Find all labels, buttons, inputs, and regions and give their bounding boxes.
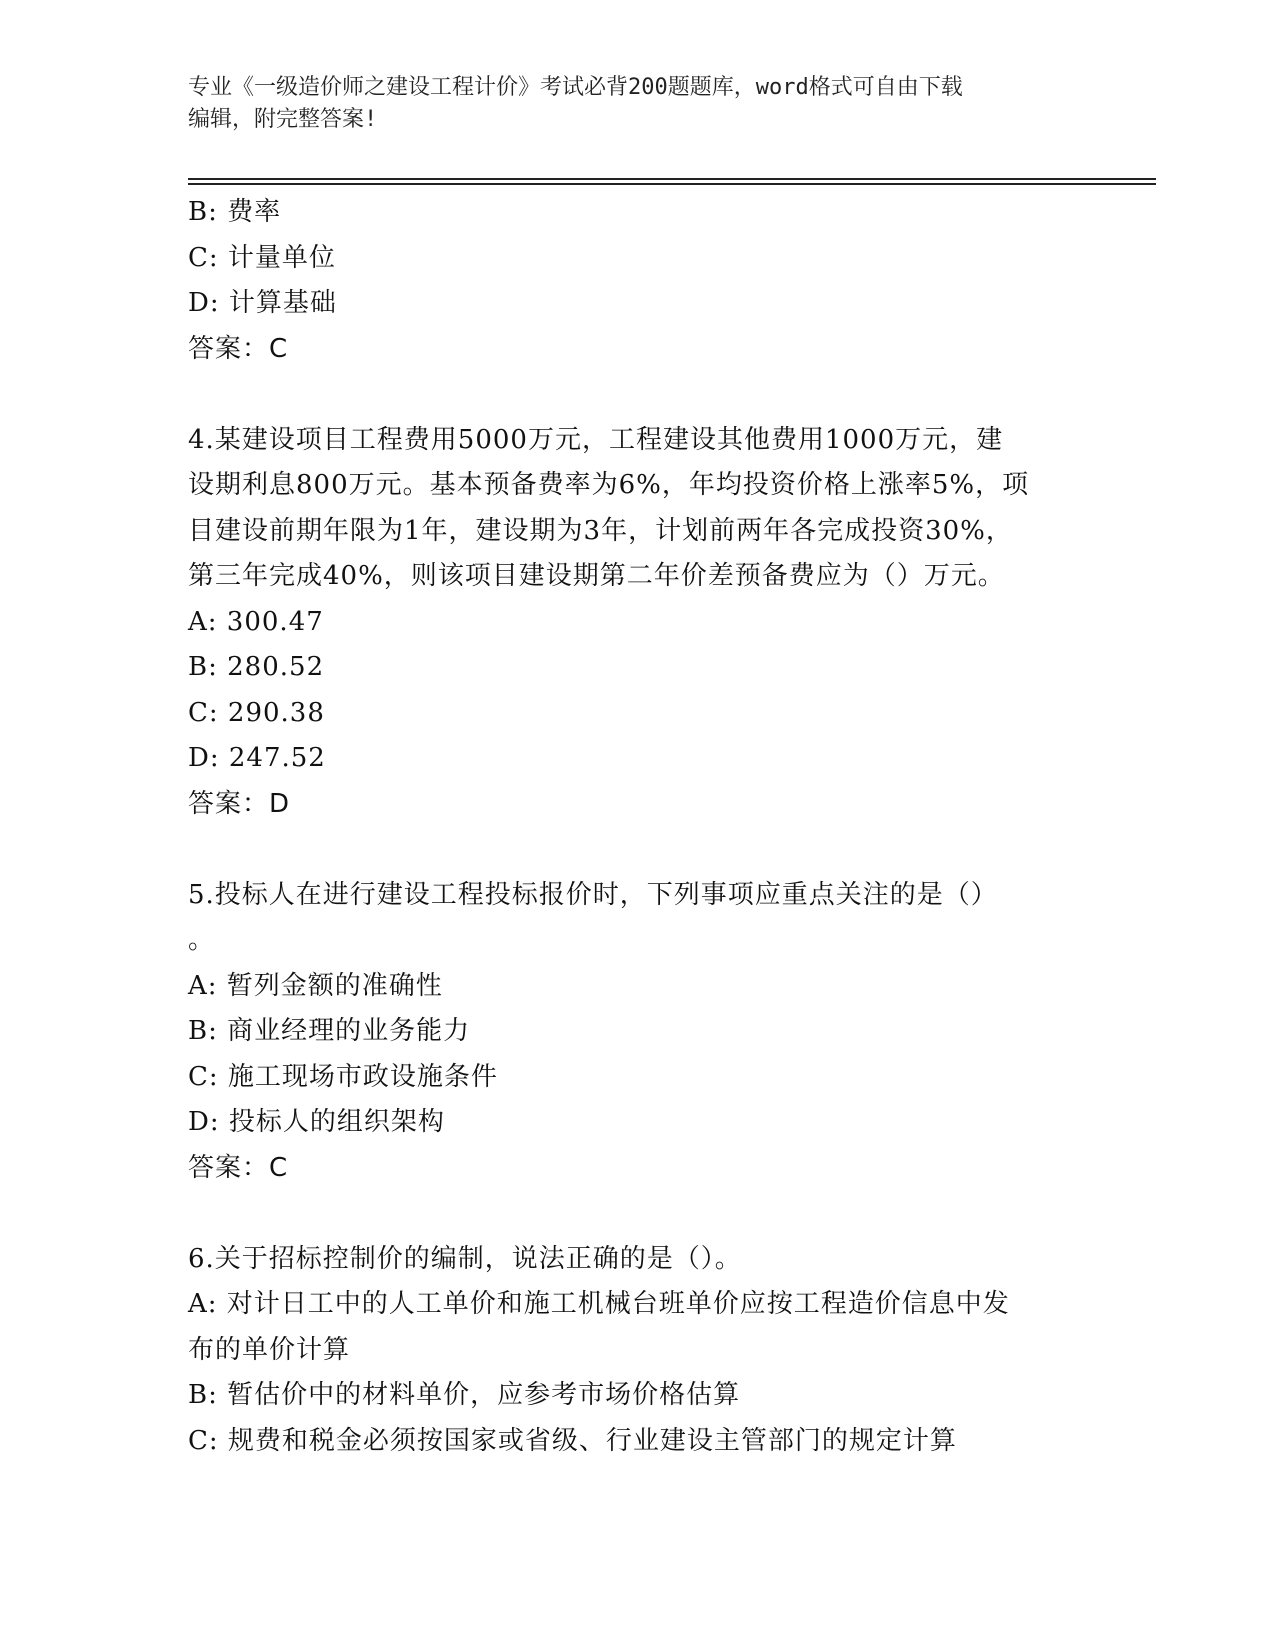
option-d: D: 投标人的组织架构 bbox=[188, 1107, 445, 1137]
question-text-line: 。 bbox=[188, 925, 216, 955]
option-d: D: 计算基础 bbox=[188, 288, 337, 318]
answer-line: 答案：C bbox=[188, 333, 289, 364]
header-line-1: 专业《一级造价师之建设工程计价》考试必背200题题库，word格式可自由下载 bbox=[188, 75, 963, 100]
option-c: C: 计量单位 bbox=[188, 242, 336, 273]
option-b: B: 费率 bbox=[188, 197, 282, 227]
option-c: C: 规费和税金必须按国家或省级、行业建设主管部门的规定计算 bbox=[188, 1425, 957, 1456]
question-6 bbox=[188, 1237, 1088, 1465]
question-text-line: 6.关于招标控制价的编制，说法正确的是（）。 bbox=[188, 1243, 742, 1274]
option-b: B: 暂估价中的材料单价，应参考市场价格估算 bbox=[188, 1380, 741, 1410]
option-c: C: 施工现场市政设施条件 bbox=[188, 1061, 498, 1092]
question-text-line: 5.投标人在进行建设工程投标报价时，下列事项应重点关注的是（） bbox=[188, 879, 998, 910]
document-header bbox=[188, 72, 1088, 136]
question-text-line: 4.某建设项目工程费用5000万元，工程建设其他费用1000万元，建 bbox=[188, 424, 1004, 455]
question-4 bbox=[188, 418, 1088, 828]
option-a: A: 300.47 bbox=[188, 606, 324, 637]
option-b: B: 商业经理的业务能力 bbox=[188, 1016, 471, 1046]
header-rule-bottom bbox=[188, 183, 1156, 185]
question-text-line: 第三年完成40%，则该项目建设期第二年价差预备费应为（）万元。 bbox=[188, 561, 1005, 591]
option-c: C: 290.38 bbox=[188, 697, 325, 728]
answer-line: 答案：D bbox=[188, 788, 291, 819]
option-b: B: 280.52 bbox=[188, 652, 325, 682]
option-a: A: 对计日工中的人工单价和施工机械台班单价应按工程造价信息中发 bbox=[188, 1289, 1010, 1319]
header-line-2: 编辑，附完整答案! bbox=[188, 107, 378, 132]
header-rule-top bbox=[188, 178, 1156, 180]
option-a-continued: 布的单价计算 bbox=[188, 1334, 351, 1365]
option-a: A: 暂列金额的准确性 bbox=[188, 970, 443, 1001]
question-3-tail bbox=[188, 190, 1088, 372]
question-text-line: 设期利息800万元。基本预备费率为6%，年均投资价格上涨率5%，项 bbox=[188, 470, 1030, 500]
question-5 bbox=[188, 873, 1088, 1192]
question-text-line: 目建设前期年限为1年，建设期为3年，计划前两年各完成投资30%， bbox=[188, 515, 1013, 546]
document-body bbox=[188, 190, 1088, 1464]
option-d: D: 247.52 bbox=[188, 743, 326, 773]
answer-line: 答案：C bbox=[188, 1152, 289, 1183]
